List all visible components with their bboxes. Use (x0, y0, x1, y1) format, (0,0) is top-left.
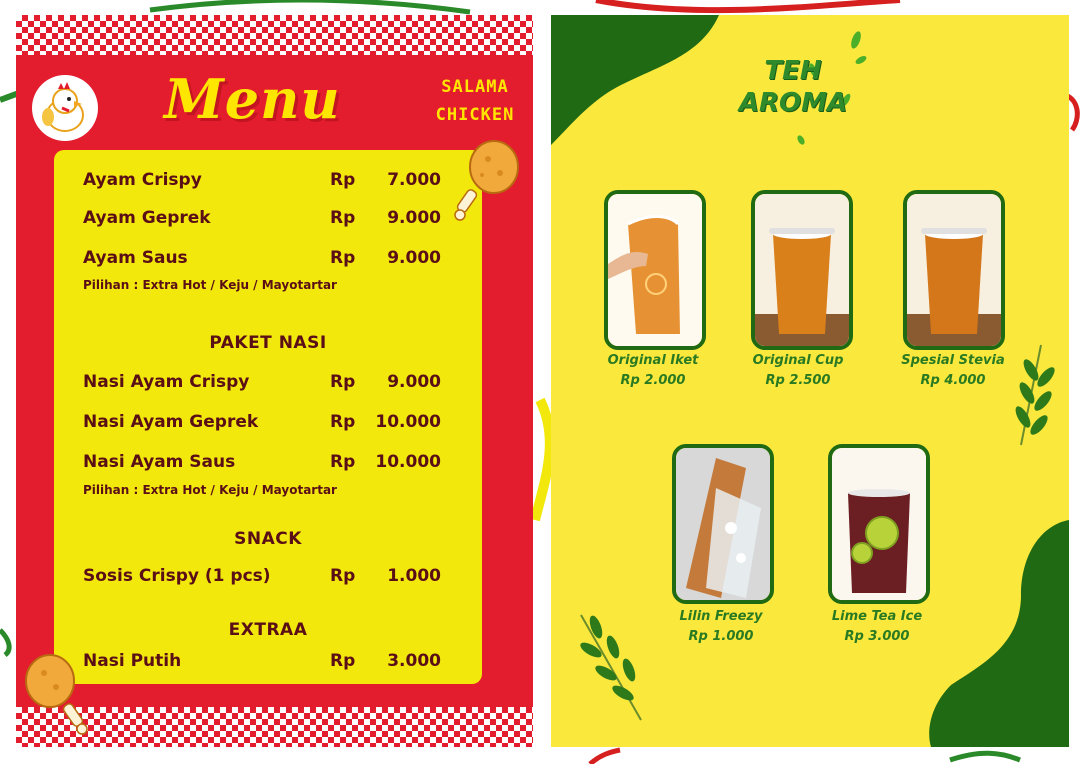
chicken-mascot-icon (32, 75, 98, 141)
item-currency: Rp (330, 248, 356, 268)
item-currency: Rp (330, 208, 356, 228)
item-name: Nasi Ayam Geprek (83, 412, 259, 432)
drink-price: Rp 2.000 (620, 373, 686, 388)
item-price: 1.000 (387, 566, 441, 586)
item-currency: Rp (330, 372, 356, 392)
frozen-tea-image (676, 448, 770, 600)
item-currency: Rp (330, 452, 356, 472)
food-menu-panel (16, 15, 533, 747)
item-name: Nasi Putih (83, 651, 182, 671)
choice-note: Pilihan : Extra Hot / Keju / Mayotartar (83, 278, 337, 292)
drink-card-original-iket[interactable] (604, 190, 706, 350)
drink-card-lime-tea-ice[interactable] (828, 444, 930, 604)
drink-name: Original Cup (752, 353, 844, 368)
item-price: 10.000 (375, 412, 441, 432)
chicken-drumstick-icon (22, 651, 92, 735)
item-name: Sosis Crispy (1 pcs) (83, 566, 271, 586)
drink-price: Rp 4.000 (920, 373, 986, 388)
brand-name (420, 73, 530, 129)
drink-card-spesial-stevia[interactable] (903, 190, 1005, 350)
drink-caption (646, 607, 796, 647)
drink-price: Rp 3.000 (844, 629, 910, 644)
drink-caption (802, 607, 952, 647)
drink-name: Original Iket (607, 353, 699, 368)
menu-item (83, 651, 443, 681)
brand-line-2: CHICKEN (435, 105, 515, 125)
drink-name: Lime Tea Ice (831, 609, 923, 624)
menu-item (83, 170, 443, 200)
menu-item (83, 372, 443, 402)
iced-tea-cup-image (755, 194, 849, 346)
drink-name: Spesial Stevia (901, 353, 1005, 368)
item-currency: Rp (330, 170, 356, 190)
item-price: 7.000 (387, 170, 441, 190)
choice-note: Pilihan : Extra Hot / Keju / Mayotartar (83, 483, 337, 497)
item-currency: Rp (330, 566, 356, 586)
tea-title (733, 55, 853, 119)
checker-border-bottom (16, 707, 533, 747)
menu-item (83, 566, 443, 596)
item-name: Ayam Crispy (83, 170, 202, 190)
iced-tea-cup-image (907, 194, 1001, 346)
item-currency: Rp (330, 412, 356, 432)
chicken-drumstick-icon (452, 137, 522, 221)
section-heading: EXTRAA (228, 620, 308, 640)
drink-caption (878, 351, 1028, 391)
drink-card-lilin-freezy[interactable] (672, 444, 774, 604)
brand-line-1: SALAMA (441, 77, 509, 97)
menu-item (83, 208, 443, 238)
drink-price: Rp 1.000 (688, 629, 754, 644)
leaf-sprig (578, 614, 641, 720)
item-name: Ayam Geprek (83, 208, 211, 228)
tea-title-line-1: TEH (764, 56, 822, 86)
menu-item (83, 452, 443, 482)
menu-item (83, 248, 443, 278)
drink-menu-panel (551, 15, 1069, 747)
item-name: Nasi Ayam Crispy (83, 372, 250, 392)
checker-border-top (16, 15, 533, 55)
section-heading: PAKET NASI (209, 333, 327, 353)
item-name: Ayam Saus (83, 248, 188, 268)
section-heading: SNACK (234, 529, 302, 549)
item-price: 9.000 (387, 248, 441, 268)
item-name: Nasi Ayam Saus (83, 452, 236, 472)
drink-caption (723, 351, 873, 391)
drink-name: Lilin Freezy (679, 609, 763, 624)
item-price: 10.000 (375, 452, 441, 472)
iced-tea-bag-image (608, 194, 702, 346)
menu-item (83, 412, 443, 442)
tea-title-line-2: AROMA (738, 88, 848, 118)
lime-tea-image (832, 448, 926, 600)
item-price: 9.000 (387, 208, 441, 228)
drink-card-original-cup[interactable] (751, 190, 853, 350)
item-currency: Rp (330, 651, 356, 671)
item-price: 3.000 (387, 651, 441, 671)
drink-price: Rp 2.500 (765, 373, 831, 388)
item-price: 9.000 (387, 372, 441, 392)
chicken-logo (32, 75, 98, 141)
menu-title: Menu (164, 67, 341, 131)
drink-caption (578, 351, 728, 391)
